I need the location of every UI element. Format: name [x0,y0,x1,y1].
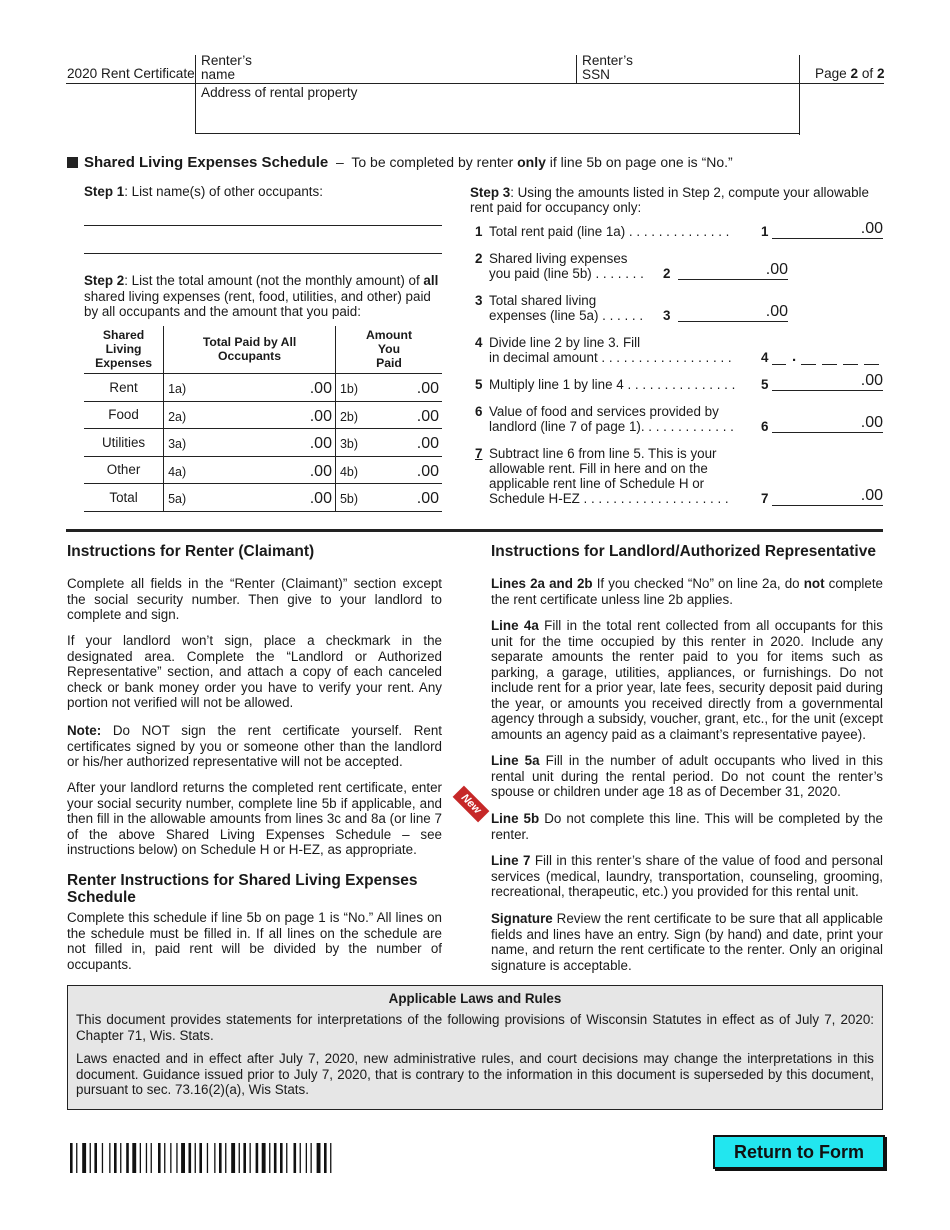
step1-instruction: Step 1: List name(s) of other occupants: [84,184,323,199]
barcode-bar [164,1143,165,1173]
barcode-bar [324,1143,327,1173]
line2-amount-field[interactable]: .00 [678,261,788,280]
barcode-bar [151,1143,152,1173]
line3-amount-field[interactable]: .00 [678,303,788,322]
barcode-bar [146,1143,147,1173]
table-row [84,456,442,484]
barcode-bar [126,1143,129,1173]
landlord-instructions-title: Instructions for Landlord/Authorized Representative [491,543,876,560]
barcode-bar [82,1143,86,1173]
barcode-bar [231,1143,235,1173]
table-row [84,429,442,457]
step3-line-text: Multiply line 1 by line 4 . . . . . . . . . . . . . . . [489,377,736,392]
occupant-name-field-2[interactable] [84,234,442,254]
barcode-bar [262,1143,266,1173]
step3-line-number: 6 [475,404,483,419]
barcode-bar [140,1143,141,1173]
step3-line-text: Subtract line 6 from line 5. This is your allowable rent. Fill in here and on the applicable rent line of Schedule H or Schedule H-EZ . . . . . . . . . . . . . . . . . . . . [489,446,729,506]
barcode-bar [317,1143,321,1173]
step3-line-text: Total shared living expenses (line 5a) . . . . . . [489,293,644,323]
address-field[interactable] [200,102,795,130]
row-label: Utilities [84,429,164,457]
schedule-heading: Shared Living Expenses Schedule – To be completed by renter only if line 5b on page one is “No.” [67,154,733,171]
line6-amount-field[interactable]: .00 [772,414,883,433]
step3-line-number: 1 [475,224,483,239]
step3-instruction: Step 3: Using the amounts listed in Step 2, compute your allowable rent paid for occupancy only: [470,185,869,215]
step3-line-number: 7 [475,446,483,461]
table-row [84,401,442,429]
barcode-bar [94,1143,97,1173]
line7-amount-field[interactable]: .00 [772,487,883,506]
step3-box-number: 3 [663,308,671,323]
total-paid-cell[interactable]: 2a) .00 [164,401,336,429]
address-label: Address of rental property [201,85,358,100]
renter-instructions-p1: Complete all fields in the “Renter (Claimant)” section except the social security number. Then give to your landlord to complete and sign. [67,576,442,622]
step3-box-number: 6 [761,419,769,434]
barcode-bar [120,1143,121,1173]
step3-box-number: 7 [761,491,769,506]
shared-schedule-instructions-text: Complete this schedule if line 5b on page 1 is “No.” All lines on the schedule must be filled in. If all lines on the schedule are not filled in, paid rent will be divided by the number of occupants. [67,910,442,972]
laws-title: Applicable Laws and Rules [388,991,562,1006]
landlord-line-7: Line 7 Fill in this renter’s share of the value of food and personal services (medical, laundry, transportation, counseling, grooming, recreational, therapeutic, etc.) you provided for this rental unit. [491,853,883,899]
section-divider [66,529,883,532]
col-header-you-paid: Amount You Paid [335,326,442,374]
barcode-bar [199,1143,202,1173]
renter-instructions-p2: If your landlord won’t sign, place a checkmark in the designated area. Complete the “Landlord or Authorized Representative” section, and attach a copy of each canceled check or bank money order you have to verify your rent. Any portion not verified will not be allowed. [67,633,442,710]
total-paid-cell[interactable]: 5a) .00 [164,484,336,512]
step3-box-number: 1 [761,224,769,239]
row-label: Food [84,401,164,429]
table-row [84,484,442,512]
barcode-bar [214,1143,215,1173]
line4-decimal-field[interactable]: . [772,350,883,366]
you-paid-cell[interactable]: 5b) .00 [335,484,442,512]
barcode-bar [76,1143,77,1173]
barcode-bar [269,1143,270,1173]
table-row [84,374,442,402]
barcode-bar [70,1143,73,1173]
step3-line-number: 2 [475,251,483,266]
total-paid-cell[interactable]: 4a) .00 [164,456,336,484]
barcode-bar [114,1143,117,1173]
applicable-laws-box [67,985,883,1110]
shared-expenses-table [84,326,442,512]
barcode-bar [280,1143,283,1173]
renter-instructions-note: Note: Do NOT sign the rent certificate yourself. Rent certificates signed by you or someone other than the landlord or his/her authorized representative will not be accepted. [67,723,442,769]
barcode-bar [219,1143,222,1173]
step3-box-number: 5 [761,377,769,392]
renter-name-field[interactable] [250,58,570,82]
renter-instructions-p4: After your landlord returns the completed rent certificate, enter your social security number, complete line 5b if applicable, and then fill in the allowable amounts from lines 3c and 8a (or line 7 of the above Shared Living Expenses Schedule – see instructions below) on Schedule H or H-EZ, as appropriate. [67,780,442,857]
barcode-bar [306,1143,307,1173]
shared-schedule-instructions-title: Renter Instructions for Shared Living Expenses Schedule [67,872,418,906]
row-label: Rent [84,374,164,402]
step3-line-text: Shared living expenses you paid (line 5b) . . . . . . . [489,251,644,281]
you-paid-cell[interactable]: 2b) .00 [335,401,442,429]
step3-line-number: 5 [475,377,483,392]
you-paid-cell[interactable]: 1b) .00 [335,374,442,402]
row-label: Total [84,484,164,512]
barcode-icon [70,1143,366,1173]
step3-line-text: Total rent paid (line 1a) . . . . . . . . . . . . . . [489,224,730,239]
step3-line-number: 4 [475,335,483,350]
laws-p2: Laws enacted and in effect after July 7, 2020, new administrative rules, and court decisions may change the interpretations in this document. Guidance issued prior to July 7, 2020, that is contrary to the information in this document is superseded by this document, pursuant to sec. 73.16(2)(a), Wis Stats. [76,1051,874,1097]
barcode-bar [132,1143,136,1173]
barcode-bar [102,1143,103,1173]
renter-ssn-label: Renter’s SSN [582,53,633,82]
barcode-bar [225,1143,226,1173]
you-paid-cell[interactable]: 4b) .00 [335,456,442,484]
col-header-total-paid: Total Paid by All Occupants [164,326,336,374]
laws-p1: This document provides statements for interpretations of the following provisions of Wisconsin Statutes in effect as of July 7, 2020: Chapter 71, Wis. Stats. [76,1012,874,1043]
occupant-name-field-1[interactable] [84,205,442,226]
barcode-bar [170,1143,171,1173]
step3-line-number: 3 [475,293,483,308]
barcode-bar [243,1143,246,1173]
renter-name-label: Renter’s name [201,53,252,82]
barcode-bar [195,1143,196,1173]
barcode-bar [311,1143,312,1173]
page-indicator: Page 2 of 2 [815,66,885,81]
barcode-bar [181,1143,185,1173]
you-paid-cell[interactable]: 3b) .00 [335,429,442,457]
barcode-bar [300,1143,301,1173]
step3-box-number: 2 [663,266,671,281]
landlord-line-5b: Line 5b Do not complete this line. This will be completed by the renter. [491,811,884,842]
return-to-form-button[interactable]: Return to Form [713,1135,885,1169]
line1-amount-field[interactable]: .00 [772,220,883,239]
barcode-bar [274,1143,277,1173]
step3-line-text: Divide line 2 by line 3. Fill in decimal amount . . . . . . . . . . . . . . . . . . [489,335,732,365]
barcode-bar [158,1143,161,1173]
landlord-line-4a: Line 4a Fill in the total rent collected from all occupants for this unit for the time occupied by this renter in 2020. Include any separate amounts the renter paid to you for items such as parking, a garage, utilities, appliances, or furnishings. Do not include rent for a prior year, late fees, security deposit paid during the year, or amounts you received directly from a governmental agency through a subsidy, voucher, grant, etc., for the unit (except amounts an agency paid as a claimant’s representative payee). [491,618,883,742]
barcode-bar [176,1143,177,1173]
line5-amount-field[interactable]: .00 [772,372,883,391]
renter-ssn-field[interactable] [620,58,795,82]
barcode-bar [250,1143,251,1173]
barcode-bar [207,1143,208,1173]
barcode-bar [189,1143,192,1173]
barcode-bar [330,1143,331,1173]
new-badge-icon: New [453,786,490,823]
renter-instructions-title: Instructions for Renter (Claimant) [67,543,315,560]
barcode-bar [109,1143,110,1173]
landlord-signature: Signature Review the rent certificate to be sure that all applicable fields and lines have an entry. Sign (by hand) and date, print your name, and return the rent certificate to the renter. Only an original signature is acceptable. [491,911,883,973]
step2-instruction: Step 2: List the total amount (not the monthly amount) of all shared living expenses (rent, food, utilities, and other) paid by all occupants and the amount that you paid: [84,273,439,319]
barcode-bar [90,1143,91,1173]
landlord-lines-2a-2b: Lines 2a and 2b If you checked “No” on line 2a, do not complete the rent certificate unless line 2b applies. [491,576,883,607]
total-paid-cell[interactable]: 1a) .00 [164,374,336,402]
landlord-line-5a: Line 5a Fill in the number of adult occupants who lived in this rental unit during the rental period. Do not count the renter’s spouse or children under age 18 as of December 31, 2020. [491,753,883,799]
barcode-bar [286,1143,287,1173]
col-header-expenses: Shared Living Expenses [84,326,164,374]
barcode-bar [294,1143,297,1173]
barcode-bar [239,1143,240,1173]
step3-box-number: 4 [761,350,769,365]
barcode-bar [256,1143,259,1173]
step3-line-text: Value of food and services provided by landlord (line 7 of page 1). . . . . . . . . . . . . [489,404,734,434]
total-paid-cell[interactable]: 3a) .00 [164,429,336,457]
row-label: Other [84,456,164,484]
form-title: 2020 Rent Certificate [67,66,195,81]
bullet-square-icon [67,157,78,168]
